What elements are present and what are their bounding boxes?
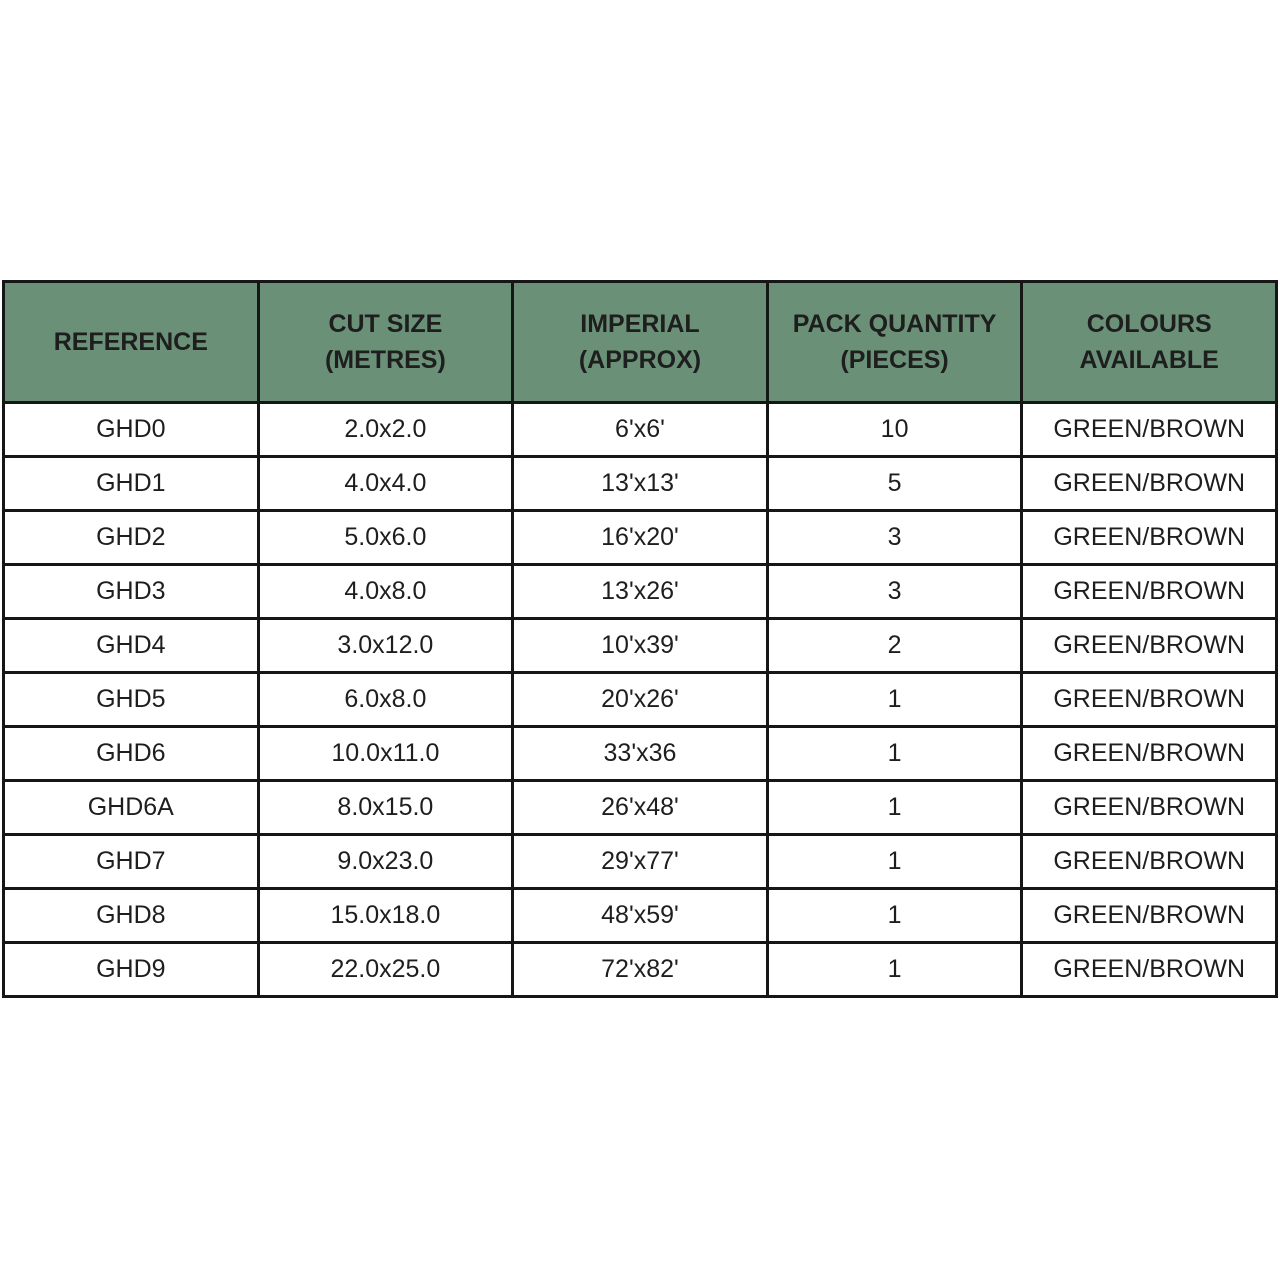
cell-cut-size: 4.0x8.0: [258, 565, 513, 619]
cell-colours: GREEN/BROWN: [1022, 565, 1277, 619]
cell-colours: GREEN/BROWN: [1022, 943, 1277, 997]
cell-reference: GHD4: [4, 619, 259, 673]
header-pack-quantity-line-1: PACK QUANTITY: [792, 310, 997, 338]
cell-cut-size: 2.0x2.0: [258, 403, 513, 457]
header-pack-quantity: [767, 282, 1022, 403]
cell-reference: GHD6A: [4, 781, 259, 835]
cell-cut-size: 4.0x4.0: [258, 457, 513, 511]
header-imperial-line-2: (APPROX): [578, 346, 702, 374]
cell-imperial: 72'x82': [513, 943, 768, 997]
header-cut-size: [258, 282, 513, 403]
table-row: [4, 403, 1277, 457]
cell-imperial: 20'x26': [513, 673, 768, 727]
cell-pack-quantity: 10: [767, 403, 1022, 457]
cell-reference: GHD3: [4, 565, 259, 619]
table-header: [4, 282, 1277, 403]
cell-imperial: 29'x77': [513, 835, 768, 889]
cell-pack-quantity: 1: [767, 889, 1022, 943]
cell-reference: GHD6: [4, 727, 259, 781]
cell-colours: GREEN/BROWN: [1022, 403, 1277, 457]
cell-imperial: 26'x48': [513, 781, 768, 835]
cell-imperial: 6'x6': [513, 403, 768, 457]
header-colours: [1022, 282, 1277, 403]
cell-cut-size: 5.0x6.0: [258, 511, 513, 565]
header-imperial-line-1: IMPERIAL: [580, 310, 700, 338]
header-cut-size-line-1: CUT SIZE: [328, 310, 443, 338]
cell-colours: GREEN/BROWN: [1022, 835, 1277, 889]
header-reference-line-1: REFERENCE: [53, 328, 208, 356]
header-colours-line-2: AVAILABLE: [1079, 346, 1219, 374]
cell-pack-quantity: 3: [767, 511, 1022, 565]
table-row: [4, 457, 1277, 511]
table-row: [4, 781, 1277, 835]
cell-imperial: 10'x39': [513, 619, 768, 673]
table-row: [4, 565, 1277, 619]
cell-imperial: 13'x26': [513, 565, 768, 619]
cell-imperial: 13'x13': [513, 457, 768, 511]
product-size-table-container: [2, 280, 1278, 998]
table-row: [4, 943, 1277, 997]
cell-reference: GHD7: [4, 835, 259, 889]
cell-reference: GHD8: [4, 889, 259, 943]
cell-colours: GREEN/BROWN: [1022, 511, 1277, 565]
cell-pack-quantity: 1: [767, 835, 1022, 889]
cell-colours: GREEN/BROWN: [1022, 619, 1277, 673]
cell-imperial: 16'x20': [513, 511, 768, 565]
cell-imperial: 33'x36: [513, 727, 768, 781]
cell-colours: GREEN/BROWN: [1022, 727, 1277, 781]
table-row: [4, 673, 1277, 727]
cell-cut-size: 3.0x12.0: [258, 619, 513, 673]
header-pack-quantity-line-2: (PIECES): [840, 346, 949, 374]
cell-pack-quantity: 3: [767, 565, 1022, 619]
cell-colours: GREEN/BROWN: [1022, 457, 1277, 511]
cell-reference: GHD1: [4, 457, 259, 511]
cell-cut-size: 10.0x11.0: [258, 727, 513, 781]
cell-reference: GHD9: [4, 943, 259, 997]
cell-cut-size: 22.0x25.0: [258, 943, 513, 997]
table-row: [4, 835, 1277, 889]
cell-pack-quantity: 1: [767, 781, 1022, 835]
cell-pack-quantity: 1: [767, 727, 1022, 781]
cell-cut-size: 8.0x15.0: [258, 781, 513, 835]
cell-colours: GREEN/BROWN: [1022, 673, 1277, 727]
cell-pack-quantity: 5: [767, 457, 1022, 511]
cell-reference: GHD2: [4, 511, 259, 565]
product-size-table: [2, 280, 1278, 998]
header-colours-line-1: COLOURS: [1086, 310, 1212, 338]
cell-pack-quantity: 2: [767, 619, 1022, 673]
table-row: [4, 511, 1277, 565]
cell-pack-quantity: 1: [767, 673, 1022, 727]
cell-colours: GREEN/BROWN: [1022, 889, 1277, 943]
table-row: [4, 889, 1277, 943]
cell-imperial: 48'x59': [513, 889, 768, 943]
header-imperial: [513, 282, 768, 403]
header-row: [4, 282, 1277, 403]
cell-colours: GREEN/BROWN: [1022, 781, 1277, 835]
header-reference: [4, 282, 259, 403]
table-row: [4, 619, 1277, 673]
cell-cut-size: 6.0x8.0: [258, 673, 513, 727]
cell-cut-size: 15.0x18.0: [258, 889, 513, 943]
header-cut-size-line-2: (METRES): [324, 346, 446, 374]
cell-reference: GHD0: [4, 403, 259, 457]
table-row: [4, 727, 1277, 781]
cell-cut-size: 9.0x23.0: [258, 835, 513, 889]
table-body: [4, 403, 1277, 997]
cell-reference: GHD5: [4, 673, 259, 727]
cell-pack-quantity: 1: [767, 943, 1022, 997]
